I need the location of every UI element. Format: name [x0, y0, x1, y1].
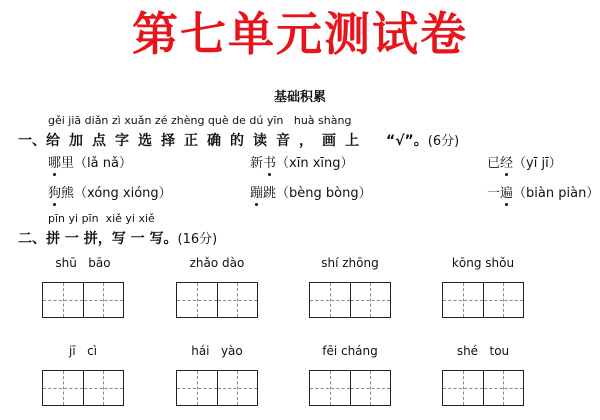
- writing-grid[interactable]: [442, 370, 524, 406]
- q1-pinyin: gěi jiā diǎn zì xuǎn zé zhèng què de dú yīn huà shàng: [48, 114, 352, 127]
- grid-cell[interactable]: [43, 283, 83, 317]
- q1-item: 狗熊（xóng xióng）: [48, 182, 172, 201]
- writing-grid[interactable]: [176, 370, 258, 406]
- q1-item: 一遍（biàn piàn）: [487, 182, 599, 201]
- pinyin-label: shí zhōng: [321, 256, 379, 270]
- q1-item: 蹦跳（bèng bòng）: [250, 182, 372, 201]
- grid-cell[interactable]: [483, 371, 524, 405]
- pinyin-label: shū bāo: [55, 256, 111, 270]
- grid-cell[interactable]: [350, 371, 391, 405]
- q1-text: 给加点字选择正确的读音，画上: [46, 133, 368, 149]
- q1-instruction: [18, 130, 459, 150]
- grid-cell[interactable]: [83, 283, 124, 317]
- pinyin-label: hái yào: [191, 344, 243, 358]
- grid-cell[interactable]: [443, 371, 483, 405]
- grid-cell[interactable]: [350, 283, 391, 317]
- q2-pinyin: pīn yi pīn xiě yi xiě: [48, 212, 155, 225]
- q1-number: 一、: [18, 133, 46, 149]
- q2-text: 拼 一 拼，写 一 写。: [46, 231, 178, 247]
- grid-cell[interactable]: [483, 283, 524, 317]
- page-title: 第七单元测试卷: [132, 7, 468, 61]
- grid-cell[interactable]: [217, 371, 258, 405]
- grid-cell[interactable]: [310, 371, 350, 405]
- writing-grid[interactable]: [309, 370, 391, 406]
- grid-cell[interactable]: [443, 283, 483, 317]
- grid-cell[interactable]: [310, 283, 350, 317]
- writing-grid[interactable]: [309, 282, 391, 318]
- q1-score: (6分): [427, 134, 460, 149]
- grid-cell[interactable]: [43, 371, 83, 405]
- q2-instruction: [18, 228, 217, 248]
- grid-cell[interactable]: [177, 371, 217, 405]
- pinyin-label: fēi cháng: [322, 344, 378, 358]
- writing-grid[interactable]: [42, 370, 124, 406]
- grid-cell[interactable]: [217, 283, 258, 317]
- q1-item: 已经（yī jī）: [487, 152, 562, 171]
- grid-cell[interactable]: [83, 371, 124, 405]
- pinyin-label: kōng shǒu: [451, 256, 515, 270]
- q1-item: 新书（xīn xīng）: [250, 152, 354, 171]
- q2-number: 二、: [18, 231, 46, 247]
- q1-mark: “√”。: [386, 133, 428, 149]
- q1-item: 哪里（lǎ nǎ）: [48, 152, 132, 171]
- writing-grid[interactable]: [176, 282, 258, 318]
- pinyin-label: jī cì: [68, 344, 98, 358]
- writing-grid[interactable]: [442, 282, 524, 318]
- writing-grid[interactable]: [42, 282, 124, 318]
- section-subtitle: 基础积累: [273, 90, 326, 105]
- q2-score: (16分): [177, 232, 218, 247]
- pinyin-label: shé tou: [456, 344, 510, 358]
- pinyin-label: zhǎo dào: [189, 256, 245, 270]
- grid-cell[interactable]: [177, 283, 217, 317]
